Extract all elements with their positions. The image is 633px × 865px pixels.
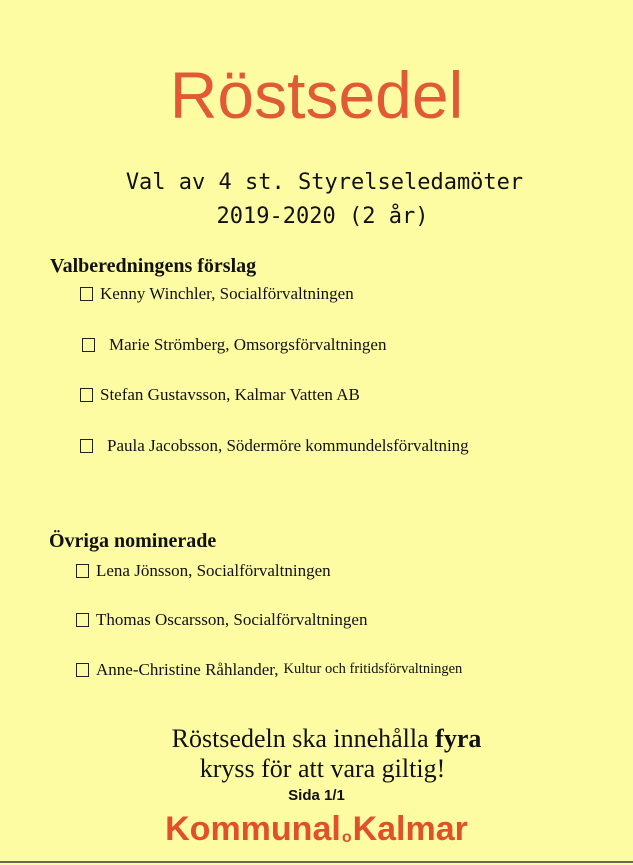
checkbox[interactable] bbox=[80, 287, 93, 301]
section-heading-nomination-committee: Valberedningens förslag bbox=[50, 255, 257, 277]
instruction-line-1 bbox=[10, 726, 633, 752]
section-heading-other-nominees: Övriga nominerade bbox=[49, 530, 217, 552]
candidate-row[interactable] bbox=[80, 437, 469, 454]
logo-text-part2: Kalmar bbox=[352, 810, 468, 848]
candidate-row[interactable] bbox=[76, 611, 367, 628]
candidate-row[interactable] bbox=[76, 562, 331, 579]
candidate-label: Thomas Oscarsson, Socialförvaltningen bbox=[96, 610, 368, 629]
election-period: 2019-2020 (2 år) bbox=[216, 204, 429, 229]
candidate-row[interactable] bbox=[76, 661, 462, 678]
candidate-row[interactable] bbox=[80, 285, 354, 302]
page-number: Sida 1/1 bbox=[288, 787, 345, 804]
candidate-label: Lena Jönsson, Socialförvaltningen bbox=[96, 561, 331, 580]
logo-text-part1: Kommunal bbox=[165, 810, 341, 848]
candidate-row[interactable] bbox=[80, 386, 360, 403]
candidate-row[interactable] bbox=[82, 336, 386, 353]
election-description: Val av 4 st. Styrelseledamöter bbox=[125, 170, 524, 195]
checkbox[interactable] bbox=[82, 338, 95, 352]
checkbox[interactable] bbox=[80, 388, 93, 402]
checkbox[interactable] bbox=[76, 564, 89, 578]
candidate-label: Marie Strömberg, Omsorgsförvaltningen bbox=[109, 335, 387, 354]
logo-dot: o bbox=[341, 829, 352, 846]
candidate-label: Paula Jacobsson, Södermöre kommundelsförvaltning bbox=[107, 436, 469, 455]
checkbox[interactable] bbox=[76, 613, 89, 627]
instruction-line-2: kryss för att vara giltig! bbox=[199, 754, 446, 783]
checkbox[interactable] bbox=[76, 663, 89, 677]
candidate-department: Kultur och fritidsförvaltningen bbox=[283, 661, 463, 678]
instruction-text: Röstsedeln ska innehålla bbox=[171, 724, 436, 753]
checkbox[interactable] bbox=[80, 439, 93, 453]
candidate-label: Anne-Christine Råhlander, bbox=[96, 660, 279, 679]
candidate-label: Stefan Gustavsson, Kalmar Vatten AB bbox=[100, 385, 360, 404]
candidate-label: Kenny Winchler, Socialförvaltningen bbox=[100, 284, 354, 303]
kommunal-kalmar-logo bbox=[0, 812, 633, 846]
bottom-divider bbox=[0, 861, 633, 863]
ballot-title: Röstsedel bbox=[169, 58, 464, 132]
instruction-emphasis: fyra bbox=[435, 724, 482, 753]
